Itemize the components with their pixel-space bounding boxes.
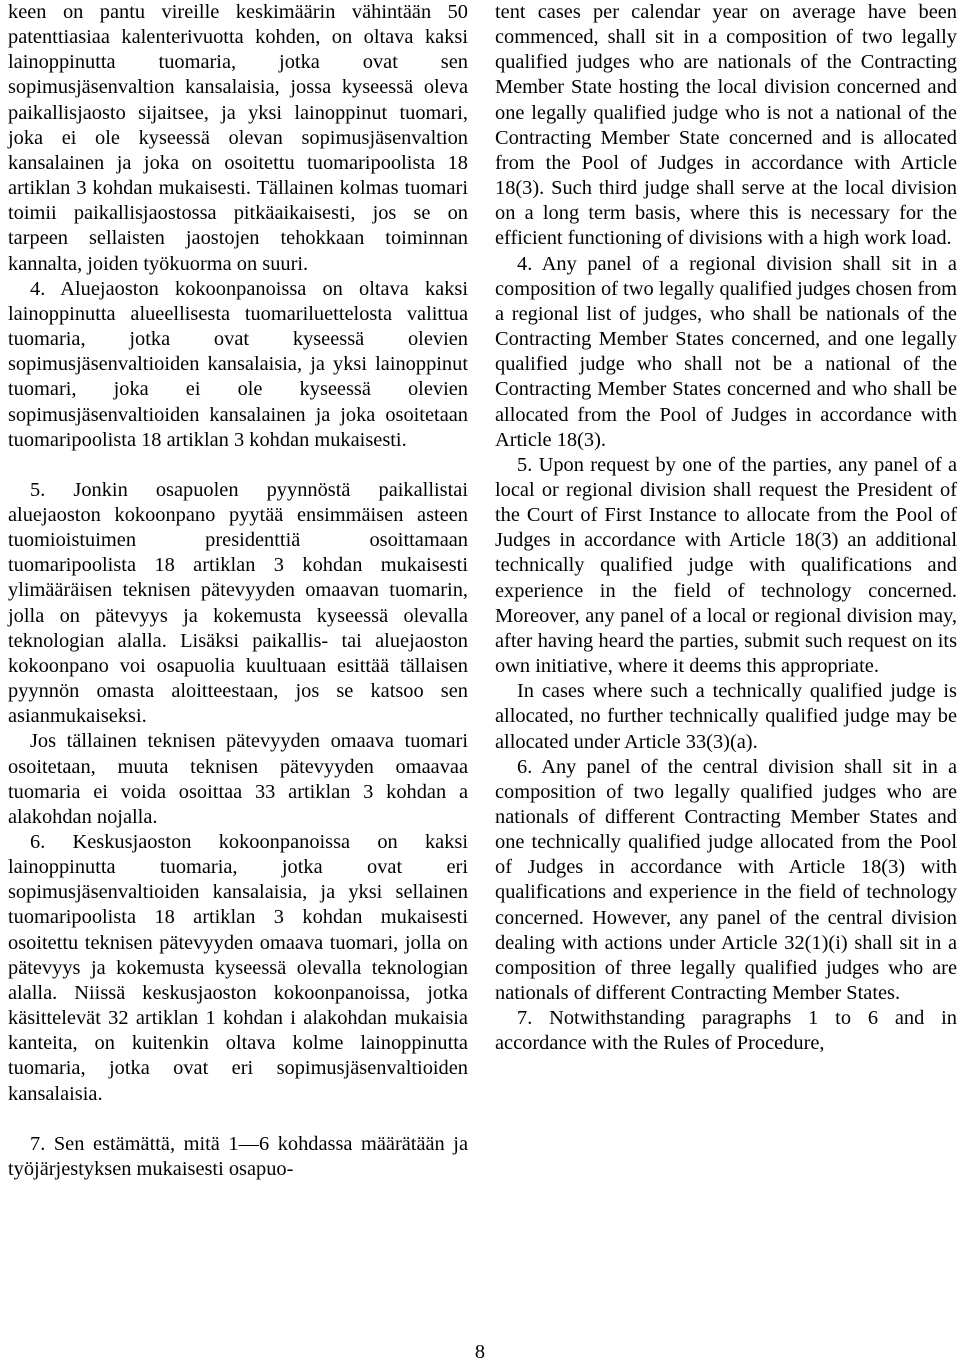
en-paragraph-6: 6. Any panel of the central division shall sit in a composition of two legally qualified judges who are nationals of different Contracting Member States and one technically qualified judge allocated from the Pool of Judges in accordance with Article 18(3) with qualifications and experience in the field of technology concerned. However, any panel of the central division dealing with actions under Article 32(1)(i) shall sit in a composition of three legally qualified judges who are nationals of different Contracting Member States. (495, 755, 957, 1005)
fi-paragraph-5-second: Jos tällainen teknisen pätevyyden omaava tuomari osoitetaan, muuta teknisen pätevyyden omaavaa tuomaria ei voida osoittaa 33 artiklan 3 kohdan a alakohdan nojalla. (8, 730, 468, 828)
en-paragraph-5: 5. Upon request by one of the parties, any panel of a local or regional division shall request the President of the Court of First Instance to allocate from the Pool of Judges in accordance with Article 18(3) an additional technically qualified judge with qualifications and experience in the field of technology concerned. Moreover, any panel of a local or regional division may, after having heard the parties, submit such request on its own initiative, where it deems this appropriate. (495, 453, 957, 678)
en-paragraph-4: 4. Any panel of a regional division shall sit in a composition of two legally qualified judges chosen from a regional list of judges, who shall be nationals of the Contracting Member States concerned, and one legally qualified judge who shall not be a national of the Contracting Member States concerned and who shall be allocated from the Pool of Judges in accordance with Article 18(3). (495, 252, 957, 451)
finnish-text-column (8, 0, 468, 1182)
en-paragraph-5-second: In cases where such a technically qualified judge is allocated, no further technically qualified judge may be allocated under Article 33(3)(a). (495, 680, 957, 753)
fi-paragraph-4: 4. Aluejaoston kokoonpanoissa on oltava kaksi lainoppinutta alueellisesta tuomariluettelosta valittua tuomaria, jotka ovat kyseessä olevien sopimusjäsenvaltioiden kansalaisia, ja yksi lainoppinut tuomari, joka ei ole kyseessä olevien sopimusjäsenvaltioiden kansalainen ja joka osoitetaan tuomaripoolista 18 artiklan 3 kohdan mukaisesti. (8, 277, 468, 451)
fi-paragraph-6: 6. Keskusjaoston kokoonpanoissa on kaksi lainoppinutta tuomaria, jotka ovat eri sopimusjäsenvaltioiden kansalaisia, ja yksi sellainen tuomaripoolista 18 artiklan 3 kohdan mukaisesti osoitettu teknisen pätevyyden omaava tuomari, jolla on pätevyys ja kokemusta kyseessä olevalla teknologian alalla. Niissä keskusjaoston kokoonpanoissa, jotka käsittelevät 32 artiklan 1 kohdan i alakohdan mukaisia kanteita, on kuitenkin oltava kolme lainoppinutta tuomaria, jotka ovat eri sopimusjäsenvaltioiden kansalaisia. (8, 831, 468, 1105)
en-paragraph-3-continued: tent cases per calendar year on average have been commenced, shall sit in a composition of two legally qualified judges who are nationals of the Contracting Member State hosting the local division concerned and one legally qualified judge who is not a national of the Contracting Member State concerned and is allocated from the Pool of Judges in accordance with Article 18(3). Such third judge shall serve at the local division on a long term basis, where this is necessary for the efficient functioning of divisions with a high work load. (495, 1, 957, 250)
fi-paragraph-3-continued: keen on pantu vireille keskimäärin vähintään 50 patenttiasiaa kalenterivuotta kohden, on oltava kaksi lainoppinutta tuomaria, jotka ovat sen sopimusjäsenvaltion kansalaisia, jossa kyseessä oleva paikallisjaosto sijaitsee, ja yksi lainoppinut tuomari, joka ei ole kyseessä olevan sopimusjäsenvaltion kansalainen ja joka on osoitettu tuomaripoolista 18 artiklan 3 kohdan mukaisesti. Tällainen kolmas tuomari toimii paikallisjaostossa pitkäaikaisesti, jos se on tarpeen sellaisten jaostojen tehokkaan toiminnan kannalta, joiden työkuorma on suuri. (8, 1, 468, 275)
fi-paragraph-7: 7. Sen estämättä, mitä 1—6 kohdassa määrätään ja työjärjestyksen mukaisesti osapuo- (8, 1132, 468, 1180)
english-text-column (495, 0, 957, 1057)
fi-paragraph-5: 5. Jonkin osapuolen pyynnöstä paikallistai aluejaoston kokoonpano pyytää ensimmäisen asteen tuomioistuimen presidenttiä osoittamaan tuomaripoolista 18 artiklan 3 kohdan mukaisesti ylimääräisen teknisen pätevyyden omaavan tuomarin, jolla on pätevyys ja kokemusta kyseessä olevalla teknologian alalla. Lisäksi paikallis- tai aluejaoston kokoonpano voi osapuolia kuultuaan esittää tällaisen pyynnön omasta aloitteestaan, jos se katsoo sen asianmukaiseksi. (8, 478, 468, 728)
en-paragraph-7: 7. Notwithstanding paragraphs 1 to 6 and in accordance with the Rules of Procedure, (495, 1007, 957, 1055)
page-number: 8 (474, 1341, 486, 1363)
